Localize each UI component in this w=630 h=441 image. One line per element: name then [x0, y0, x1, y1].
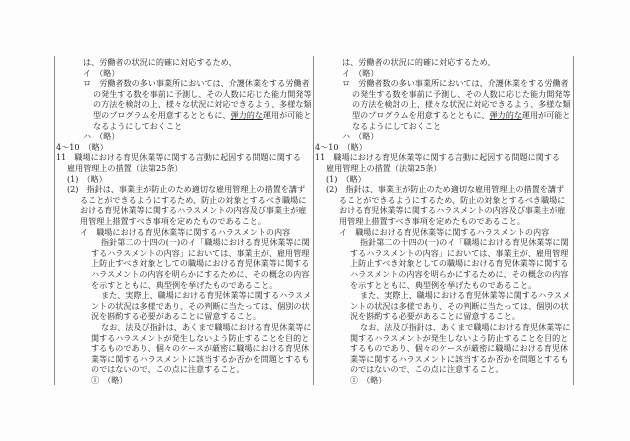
- text-line: また、実際上、職場における育児休業等に関するハラスメ: [101, 290, 312, 301]
- text-line: ハラスメントの内容を明らかにするために、その概念の内容: [350, 269, 569, 279]
- text-segment: 運用が可能と: [262, 110, 312, 120]
- text-line: 用管理上措置すべき事項を定めたものであること。: [339, 216, 525, 226]
- text-line: ることができるようにするため、防止の対象とするべき職場に: [339, 194, 566, 205]
- text-line: 4～10 （略）: [56, 141, 108, 152]
- text-line: おける育児休業等に関するハラスメントの内容及び事業主が雇: [80, 205, 307, 216]
- text-line: ハラスメントの内容を明らかにするために、その概念の内容: [91, 269, 310, 279]
- text-line: 用管理上措置すべき事項を定めたものであること。: [80, 216, 266, 226]
- text-line: 関するハラスメントが発生しないよう防止することを目的と: [350, 332, 569, 343]
- text-line: するハラスメントの内容」においては、事業主が、雇用管理: [350, 247, 569, 258]
- text-segment: 運用が可能と: [521, 110, 571, 120]
- text-line: 業等に関するハラスメントに該当するか否かを問題とするも: [91, 353, 310, 364]
- text-segment: 型のプログラムを用意するとともに、: [93, 110, 231, 120]
- text-line: を示すとともに、典型例を挙げたものであること。: [91, 279, 278, 290]
- text-line: 指針第二の十四の(一)のイ「職場における育児休業等に関: [101, 237, 310, 248]
- text-line: なお、法及び指針は、あくまで職場における育児休業等に: [360, 322, 571, 332]
- text-line: ロ 労働者数の多い事業所においては、介護休業をする労働者: [83, 78, 310, 89]
- text-line: ① （略）: [91, 375, 128, 385]
- text-line: ロ 労働者数の多い事業所においては、介護休業をする労働者: [342, 78, 569, 89]
- text-line: 4～10 （略）: [315, 141, 367, 152]
- text-line: 況を斟酌する必要があることに留意すること。: [350, 311, 520, 322]
- text-line: ントの状況は多様であり、その判断に当たっては、個別の状: [350, 300, 569, 311]
- text-line: ることができるようにするため、防止の対象とするべき職場に: [80, 194, 307, 205]
- left-column-text: [55, 57, 314, 385]
- text-line: (2) 指針は、事業主が防止のため適切な雇用管理上の措置を講ず: [326, 184, 565, 195]
- text-line: [352, 110, 570, 121]
- text-line: の方法を検討の上、様々な状況に対応できるよう、多様な類: [352, 99, 571, 110]
- text-line: は、労働者の状況に的確に対応するため、: [83, 57, 237, 67]
- text-line: なるようにしておくこと: [352, 120, 442, 131]
- text-line: 上防止すべき対象としての職場における育児休業等に関する: [91, 258, 310, 269]
- text-line: の発生する数を事前に予測し、その人数に応じた能力開発等: [93, 88, 312, 99]
- text-line: なお、法及び指針は、あくまで職場における育児休業等に: [101, 322, 312, 332]
- text-line: 関するハラスメントが発生しないよう防止することを目的と: [91, 332, 310, 343]
- text-line: 指針第二の十四の(一)のイ「職場における育児休業等に関: [360, 237, 569, 248]
- text-line: 業等に関するハラスメントに該当するか否かを問題とするも: [350, 353, 569, 364]
- text-line: また、実際上、職場における育児休業等に関するハラスメ: [360, 290, 571, 301]
- text-line: 11 職場における育児休業等に関する言動に起因する問題に関する: [315, 152, 561, 163]
- text-line: の発生する数を事前に予測し、その人数に応じた能力開発等: [352, 88, 571, 99]
- text-line: なるようにしておくこと: [93, 120, 183, 131]
- right-column-text: [314, 57, 573, 385]
- text-line: イ 職場における育児休業等に関するハラスメントの内容: [339, 226, 550, 237]
- text-line: イ 職場における育児休業等に関するハラスメントの内容: [80, 226, 291, 237]
- text-line: 雇用管理上の措置（法第25条）: [67, 163, 183, 173]
- text-line: ① （略）: [350, 375, 387, 385]
- text-line: ハ （略）: [83, 131, 120, 142]
- column-border-right: [573, 56, 574, 385]
- text-line: するものであり、個々のケースが厳密に職場における育児休: [350, 343, 569, 354]
- text-line: 況を斟酌する必要があることに留意すること。: [91, 311, 261, 322]
- text-line: (2) 指針は、事業主が防止のため適切な雇用管理上の措置を講ず: [67, 184, 306, 195]
- underlined-text: 弾力的な: [489, 110, 522, 120]
- text-line: ハ （略）: [342, 131, 379, 142]
- text-line: するハラスメントの内容」においては、事業主が、雇用管理: [91, 247, 310, 258]
- text-line: を示すとともに、典型例を挙げたものであること。: [350, 279, 537, 290]
- text-line: イ （略）: [342, 67, 379, 78]
- text-line: (1) （略）: [67, 173, 107, 184]
- underlined-text: 弾力的な: [230, 110, 263, 120]
- text-line: ントの状況は多様であり、その判断に当たっては、個別の状: [91, 300, 310, 311]
- text-line: 雇用管理上の措置（法第25条）: [326, 163, 442, 173]
- text-line: (1) （略）: [326, 173, 366, 184]
- text-line: のではないので、この点に注意すること。: [350, 364, 504, 375]
- text-line: イ （略）: [83, 67, 120, 78]
- text-line: は、労働者の状況に的確に対応するため、: [342, 57, 496, 67]
- text-line: [93, 110, 311, 121]
- text-line: 11 職場における育児休業等に関する言動に起因する問題に関する: [56, 152, 302, 163]
- text-line: のではないので、この点に注意すること。: [91, 364, 245, 375]
- text-segment: 型のプログラムを用意するとともに、: [352, 110, 490, 120]
- text-line: の方法を検討の上、様々な状況に対応できるよう、多様な類: [93, 99, 312, 110]
- text-line: おける育児休業等に関するハラスメントの内容及び事業主が雇: [339, 205, 566, 216]
- text-line: 上防止すべき対象としての職場における育児休業等に関する: [350, 258, 569, 269]
- text-line: するものであり、個々のケースが厳密に職場における育児休: [91, 343, 310, 354]
